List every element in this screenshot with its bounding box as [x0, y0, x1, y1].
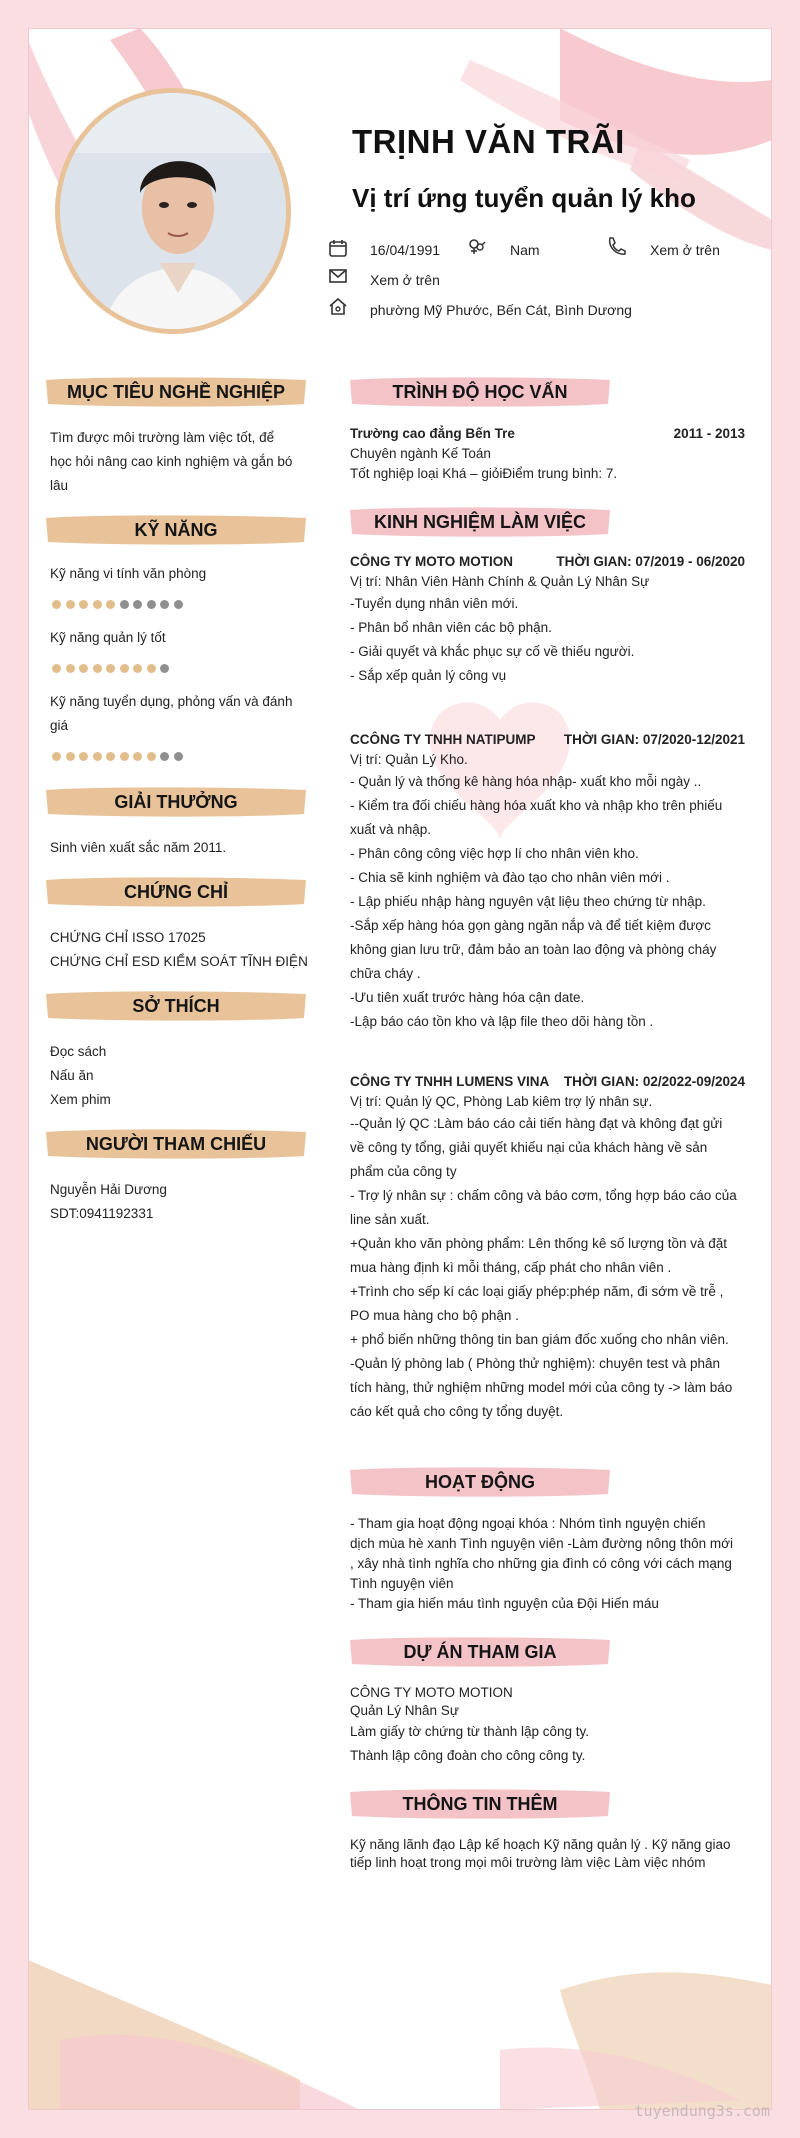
skill-name: Kỹ năng quản lý tốt: [50, 630, 166, 645]
job-entry: CÔNG TY MOTO MOTION THỜI GIAN: 07/2019 - 06/2020 Vị trí: Nhân Viên Hành Chính & Quản Lý Nhân Sự -Tuyển dụng nhân viên mới. - Phân bổ nhân viên các bộ phận. - Giải quyết và khắc phục sự cố về thiếu người. - Sắp xếp quản lý công vụ: [350, 554, 745, 683]
section-hobbies-heading: SỞ THÍCH: [42, 988, 310, 1024]
gender-icon: [466, 236, 486, 256]
additional-text: Kỹ năng lãnh đạo Lập kế hoạch Kỹ năng quản lý . Kỹ năng giao tiếp linh hoạt trong mọi môi trường làm việc Làm việc nhóm: [350, 1837, 731, 1870]
email-icon: [328, 266, 348, 286]
skill-rating: [52, 752, 183, 761]
school-name: Trường cao đẳng Bến Tre: [350, 426, 515, 441]
skill-dot-filled: [106, 664, 115, 673]
skill-dot-empty: [120, 600, 129, 609]
awards-text: Sinh viên xuất sắc năm 2011.: [50, 840, 227, 855]
phone-icon: [606, 236, 626, 256]
section-objective-heading: MỤC TIÊU NGHỀ NGHIỆP: [42, 374, 310, 410]
section-awards-heading: GIẢI THƯỞNG: [42, 784, 310, 820]
job-entry: CCÔNG TY TNHH NATIPUMP THỜI GIAN: 07/2020-12/2021 Vị trí: Quản Lý Kho. - Quản lý và thống kê hàng hóa nhập- xuất kho mỗi ngày .. - Kiểm tra đối chiếu hàng hóa xuất kho và nhập kho trên phiếu xuất và nhập. - Phân công công việc hợp lí cho nhân viên kho. - Chia sẽ kinh nghiệm và đào tạo cho nhân viên mới . - Lập phiếu nhập hàng nguyên vật liệu theo chứng từ nhập. -Sắp xếp hàng hóa gọn gàng ngăn nắp và để tiết kiệm được không gian lưu trữ, đảm bảo an toàn lao động và phòng cháy chữa cháy . -Ưu tiên xuất trước hàng hóa cận date. -Lập báo cáo tồn kho và lập file theo dõi hàng tồn .: [350, 732, 745, 1029]
skill-dot-empty: [133, 600, 142, 609]
section-skills-heading: KỸ NĂNG: [42, 512, 310, 548]
skill-dot-filled: [133, 752, 142, 761]
address: phường Mỹ Phước, Bến Cát, Bình Dương: [370, 302, 632, 318]
skill-dot-empty: [160, 752, 169, 761]
skill-dot-filled: [52, 664, 61, 673]
section-experience-heading: KINH NGHIỆM LÀM VIỆC: [346, 504, 614, 540]
skill-dot-filled: [52, 600, 61, 609]
skill-dot-empty: [160, 600, 169, 609]
skill-dot-filled: [79, 752, 88, 761]
skill-dot-filled: [93, 600, 102, 609]
hobbies-text: Đọc sách Nấu ăn Xem phim: [50, 1044, 111, 1107]
calendar-icon: [328, 238, 348, 258]
skill-dot-filled: [93, 664, 102, 673]
skill-dot-filled: [66, 664, 75, 673]
skill-dot-filled: [120, 664, 129, 673]
skill-dot-filled: [120, 752, 129, 761]
skill-dot-empty: [174, 600, 183, 609]
watermark: tuyendung3s.com: [634, 2102, 770, 2120]
section-projects-heading: DỰ ÁN THAM GIA: [346, 1634, 614, 1670]
objective-text: Tìm được môi trường làm việc tốt, để học hỏi nâng cao kinh nghiệm và gắn bó lâu: [50, 430, 293, 493]
job-entry: CÔNG TY TNHH LUMENS VINA THỜI GIAN: 02/2022-09/2024 Vị trí: Quản lý QC, Phòng Lab kiêm trợ lý nhân sự. --Quản lý QC :Làm báo cáo cải tiến hàng đạt và không đạt gửi về công ty tổng, giải quyết khiếu nại của khách hàng về sản phẩm của công ty - Trợ lý nhân sự : chấm công và báo cơm, tổng hợp báo cáo của line sản xuất. +Quản kho văn phòng phẩm: Lên thống kê số lượng tồn và đặt mua hàng định kì mỗi tháng, cấp phát cho nhân viên . +Trình cho sếp kí các loại giấy phép:phép năm, đi sớm về trễ , PO mua hàng cho bộ phận . + phổ biến những thông tin ban giám đốc xuống cho nhân viên. -Quản lý phòng lab ( Phòng thử nghiệm): chuyên test và phân tích hàng, thử nghiệm những model mới của công ty -> làm báo cáo kết quả cho công ty tổng duyệt.: [350, 1074, 745, 1419]
skill-dot-filled: [66, 752, 75, 761]
skill-dot-empty: [160, 664, 169, 673]
skill-dot-filled: [79, 600, 88, 609]
skill-dot-filled: [79, 664, 88, 673]
skill-rating: [52, 600, 183, 609]
education-years: 2011 - 2013: [673, 426, 745, 441]
birthdate: 16/04/1991: [370, 242, 441, 258]
section-education-heading: TRÌNH ĐỘ HỌC VẤN: [346, 374, 614, 410]
email: Xem ở trên: [370, 272, 440, 288]
skill-dot-filled: [106, 600, 115, 609]
activities-text: - Tham gia hoạt động ngoại khóa : Nhóm tình nguyện chiến dịch mùa hè xanh Tình nguyện viên -Làm đường nông thôn mới , xây nhà tình nghĩa cho những gia đình có công với cách mạng Tình nguyện viên - Tham gia hiến máu tình nguyện của Đội Hiến máu: [350, 1516, 733, 1611]
certificates-text: CHỨNG CHỈ ISSO 17025 CHỨNG CHỈ ESD KIỂM SOÁT TĨNH ĐIỆN: [50, 930, 308, 969]
skill-dot-filled: [52, 752, 61, 761]
candidate-name: TRỊNH VĂN TRÃI: [352, 123, 625, 160]
skill-dot-empty: [147, 600, 156, 609]
skill-rating: [52, 664, 169, 673]
section-references-heading: NGƯỜI THAM CHIẾU: [42, 1126, 310, 1162]
profile-photo: [55, 88, 291, 334]
references-text: Nguyễn Hải Dương SDT:0941192331: [50, 1182, 167, 1221]
education-block: Trường cao đẳng Bến Tre 2011 - 2013 Chuyên ngành Kế Toán Tốt nghiệp loại Khá – giỏiĐiểm trung bình: 7.: [350, 426, 745, 481]
section-additional-heading: THÔNG TIN THÊM: [346, 1786, 614, 1822]
skill-dot-filled: [93, 752, 102, 761]
projects-text: CÔNG TY MOTO MOTION Quản Lý Nhân Sự Làm giấy tờ chứng từ thành lập công ty. Thành lập công đoàn cho công công ty.: [350, 1685, 590, 1763]
home-icon: [328, 296, 348, 316]
skill-dot-filled: [106, 752, 115, 761]
skill-dot-filled: [147, 664, 156, 673]
phone: Xem ở trên: [650, 242, 720, 258]
section-certificates-heading: CHỨNG CHỈ: [42, 874, 310, 910]
skill-name: Kỹ năng tuyển dụng, phỏng vấn và đánh giá: [50, 694, 293, 733]
gender: Nam: [510, 242, 540, 258]
section-activities-heading: HOẠT ĐỘNG: [346, 1464, 614, 1500]
skill-dot-filled: [66, 600, 75, 609]
skill-dot-filled: [133, 664, 142, 673]
skill-dot-empty: [174, 752, 183, 761]
applied-position: Vị trí ứng tuyển quản lý kho: [352, 183, 696, 213]
skill-name: Kỹ năng vi tính văn phòng: [50, 566, 207, 581]
skill-dot-filled: [147, 752, 156, 761]
